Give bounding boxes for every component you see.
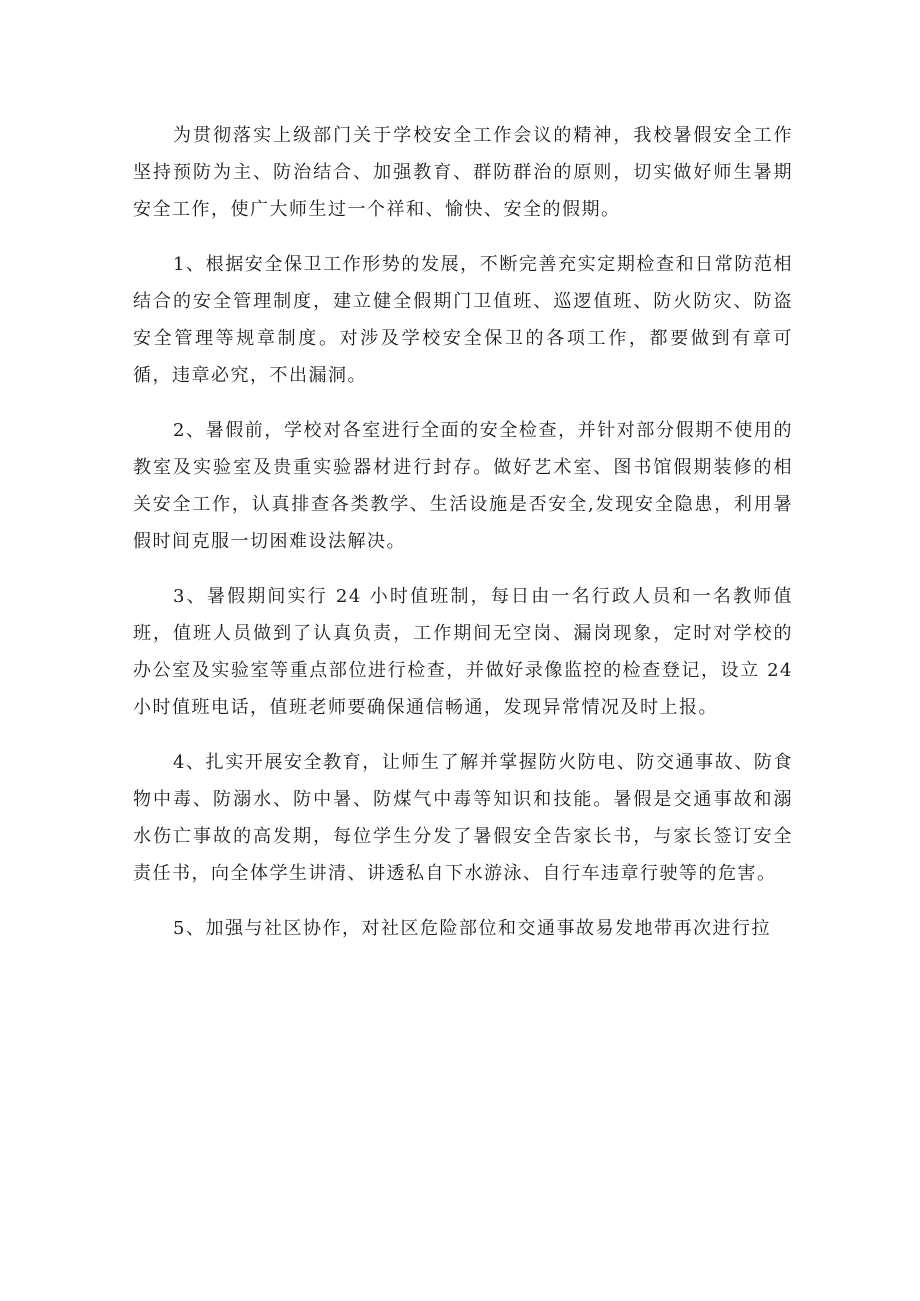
document-body xyxy=(133,117,793,965)
item-2-paragraph: 2、暑假前，学校对各室进行全面的安全检查，并针对部分假期不使用的教室及实验室及贵重实验器材进行封存。做好艺术室、图书馆假期装修的相关安全工作，认真排查各类教学、生活设施是否安全,发现安全隐患，利用暑假时间克服一切困难设法解决。 xyxy=(133,420,793,552)
item-5-paragraph: 5、加强与社区协作，对社区危险部位和交通事故易发地带再次进行拉 xyxy=(173,918,771,939)
intro-paragraph: 为贯彻落实上级部门关于学校安全工作会议的精神，我校暑假安全工作坚持预防为主、防治结合、加强教育、群防群治的原则，切实做好师生暑期安全工作，使广大师生过一个祥和、愉快、安全的假期。 xyxy=(133,125,793,220)
item-3-paragraph: 3、暑假期间实行 24 小时值班制，每日由一名行政人员和一名教师值班，值班人员做到了认真负责，工作期间无空岗、漏岗现象，定时对学校的办公室及实验室等重点部位进行检查，并做好录像监控的检查登记，设立 24 小时值班电话，值班老师要确保通信畅通，发现异常情况及时上报。 xyxy=(133,586,793,718)
item-4-paragraph: 4、扎实开展安全教育，让师生了解并掌握防火防电、防交通事故、防食物中毒、防溺水、防中暑、防煤气中毒等知识和技能。暑假是交通事故和溺水伤亡事故的高发期，每位学生分发了暑假安全告家长书，与家长签订安全责任书，向全体学生讲清、讲透私自下水游泳、自行车违章行驶等的危害。 xyxy=(133,752,793,884)
item-1-paragraph: 1、根据安全保卫工作形势的发展，不断完善充实定期检查和日常防范相结合的安全管理制度，建立健全假期门卫值班、巡逻值班、防火防灾、防盗安全管理等规章制度。对涉及学校安全保卫的各项工作，都要做到有章可循，违章必究，不出漏洞。 xyxy=(133,254,793,386)
